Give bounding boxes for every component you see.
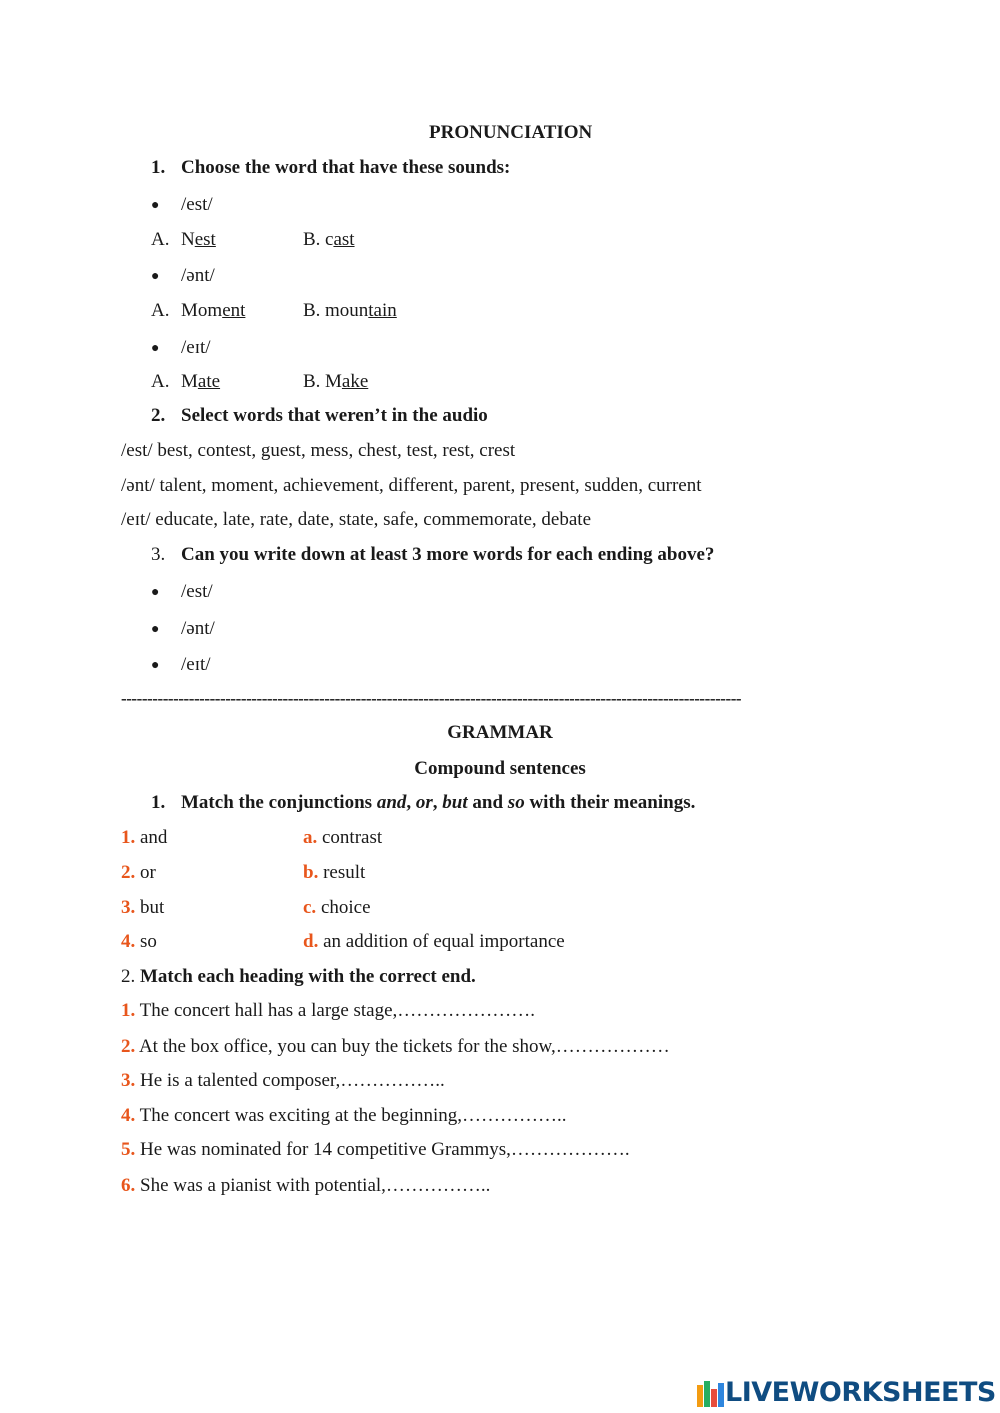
option-a-word: Nest	[181, 229, 216, 250]
sentence-item[interactable]: 3. He is a talented composer,……………..	[121, 1070, 445, 1091]
bullet-icon: ●	[151, 341, 160, 356]
liveworksheets-icon	[697, 1381, 723, 1407]
sentence-item[interactable]: 5. He was nominated for 14 competitive Grammys,……………….	[121, 1139, 630, 1160]
question-number: 3.	[151, 544, 166, 565]
bullet-icon: ●	[151, 658, 160, 673]
sound-label: /eɪt/	[181, 337, 211, 358]
sound-answer-field[interactable]: /ənt/	[181, 618, 215, 639]
pronunciation-title: PRONUNCIATION	[429, 122, 593, 143]
option-b-word: cast	[325, 229, 355, 250]
word-list-line[interactable]: /ənt/ talent, moment, achievement, different, parent, present, sudden, current	[121, 475, 702, 496]
meaning-item[interactable]: c. choice	[303, 897, 371, 918]
question-text: Can you write down at least 3 more words for each ending above?	[181, 544, 715, 565]
watermark-text: LIVEWORKSHEETS	[725, 1377, 996, 1408]
meaning-item[interactable]: a. contrast	[303, 827, 383, 848]
bullet-icon: ●	[151, 622, 160, 637]
conjunction-item[interactable]: 3. but	[121, 897, 165, 918]
sound-label: /ənt/	[181, 265, 215, 286]
sound-label: /est/	[181, 194, 213, 215]
sentence-item[interactable]: 2. At the box office, you can buy the tickets for the show,………………	[121, 1036, 670, 1057]
question-number: 1.	[151, 792, 166, 813]
option-b-word: mountain	[325, 300, 397, 321]
sentence-item[interactable]: 4. The concert was exciting at the beginning,……………..	[121, 1105, 567, 1126]
grammar-title: GRAMMAR	[447, 722, 553, 743]
option-a-label: A.	[151, 229, 170, 250]
question-number: 1.	[151, 157, 166, 178]
option-a-word: Moment	[181, 300, 246, 321]
option-b-label: B.	[303, 300, 321, 321]
sentence-item[interactable]: 1. The concert hall has a large stage,………………….	[121, 1000, 536, 1021]
sentence-item[interactable]: 6. She was a pianist with potential,……………..	[121, 1175, 491, 1196]
option-b-word: Make	[325, 371, 369, 392]
meaning-item[interactable]: d. an addition of equal importance	[303, 931, 565, 952]
bullet-icon: ●	[151, 585, 160, 600]
conjunction-item[interactable]: 4. so	[121, 931, 157, 952]
option-a-label: A.	[151, 371, 170, 392]
word-list-line[interactable]: /est/ best, contest, guest, mess, chest, test, rest, crest	[121, 440, 516, 461]
question-text: Match the conjunctions and, or, but and so with their meanings.	[181, 792, 696, 813]
word-list-line[interactable]: /eɪt/ educate, late, rate, date, state, safe, commemorate, debate	[121, 509, 592, 530]
question-heading: 2. Match each heading with the correct end.	[121, 966, 476, 987]
question-number: 2.	[151, 405, 166, 426]
bullet-icon: ●	[151, 198, 160, 213]
option-b-label: B.	[303, 229, 321, 250]
grammar-subtitle: Compound sentences	[414, 758, 586, 779]
meaning-item[interactable]: b. result	[303, 862, 366, 883]
option-a-word: Mate	[181, 371, 221, 392]
option-b-label: B.	[303, 371, 321, 392]
bullet-icon: ●	[151, 269, 160, 284]
question-text: Select words that weren’t in the audio	[181, 405, 488, 426]
conjunction-item[interactable]: 1. and	[121, 827, 168, 848]
question-text: Choose the word that have these sounds:	[181, 157, 511, 178]
sound-answer-field[interactable]: /eɪt/	[181, 654, 211, 675]
section-divider: -----------------------------------------------------------------------------------------------------------------------	[121, 689, 742, 708]
sound-answer-field[interactable]: /est/	[181, 581, 213, 602]
conjunction-item[interactable]: 2. or	[121, 862, 156, 883]
option-a-label: A.	[151, 300, 170, 321]
